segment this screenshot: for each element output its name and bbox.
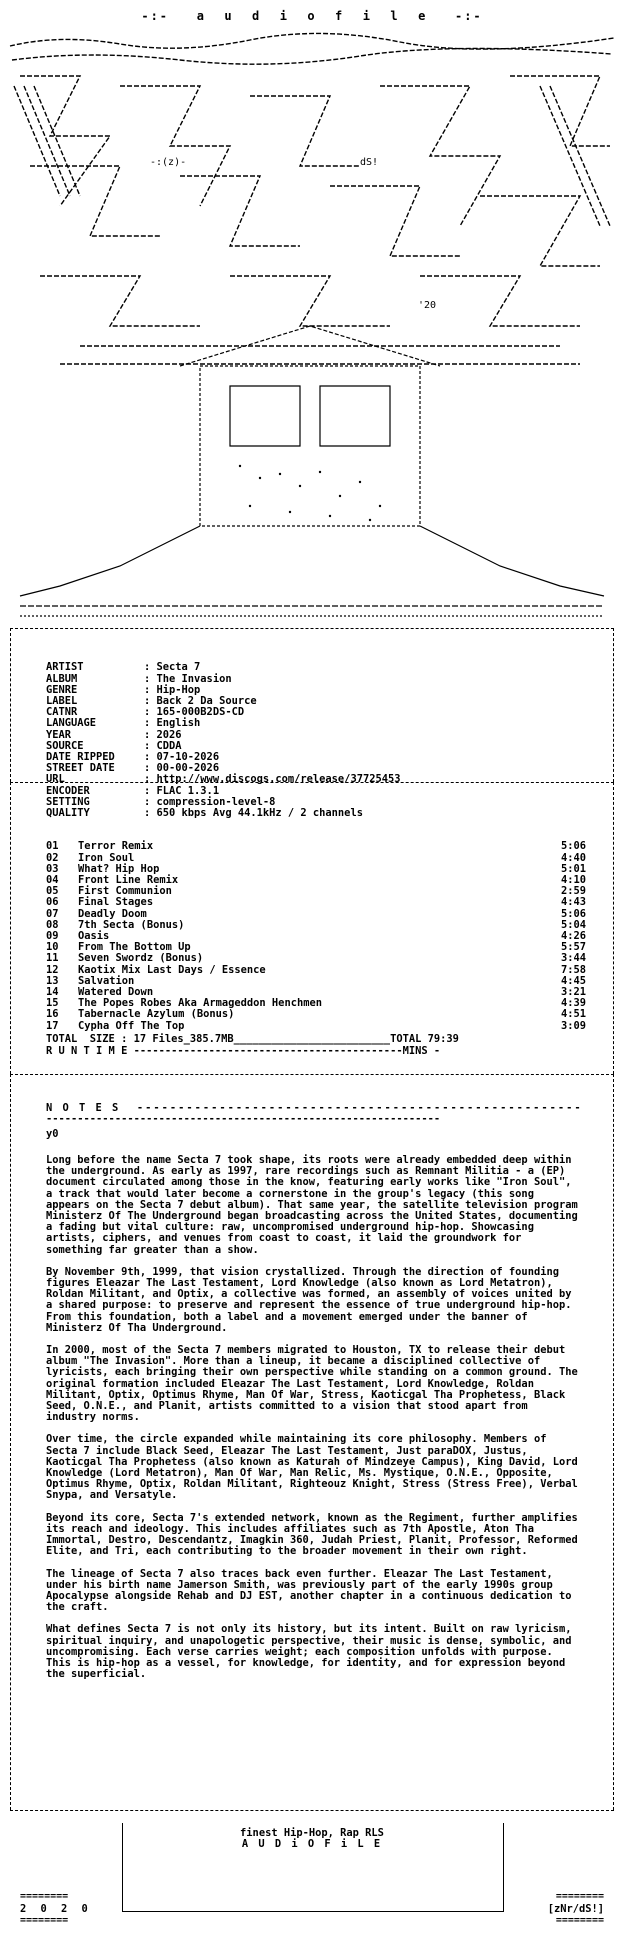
track-duration: 4:10 <box>560 874 586 887</box>
tracklist <box>46 819 586 1054</box>
track-number: 09 <box>46 930 59 943</box>
notes-paragraph: What defines Secta 7 is not only its history, but its intent. Built on raw lyricism, spiritual inquiry, and unapologetic perspective, their music is dense, symbolic, and uncompromising. Each verse carries weight; each composition unfolds with purpose. This is hip-hop as a vessel, for knowledge, for identity, and for expression beyond the superficial. <box>46 1623 572 1681</box>
notes-paragraphs <box>46 1155 580 1680</box>
track-duration: 5:06 <box>560 907 586 920</box>
notes-paragraph: By November 9th, 1999, that vision crystallized. Through the direction of founding figures Eleazar The Last Testament, Lord Knowledge (also known as Lord Metatron), Roldan Militant, and Optix, a collective was formed, an assembly of voices united by a shared purpose: to preserve and represent the essence of true underground hip-hop. From this foundation, both a label and a movement emerged under the banner of Ministerz Of Tha Underground. <box>46 1265 572 1334</box>
footer-eq-right-bottom: ======== <box>555 1915 604 1926</box>
track-duration: 4:45 <box>560 974 586 987</box>
track-title: Tabernacle Azylum (Bonus) <box>78 1008 235 1021</box>
info-value: : English <box>144 717 201 730</box>
track-duration: 2:59 <box>560 885 586 898</box>
info-key: ALBUM <box>46 672 78 685</box>
info-value: : Hip-Hop <box>144 683 201 696</box>
track-number: 04 <box>46 874 59 887</box>
notes-bottom-rule <box>10 1810 614 1811</box>
track-row <box>46 920 586 931</box>
footer-year: 2 0 2 0 <box>20 1903 92 1915</box>
track-duration: 4:26 <box>560 930 586 943</box>
track-number: 11 <box>46 952 59 965</box>
notes-greeting: y0 <box>46 1128 59 1140</box>
info-key: STREET DATE <box>46 762 115 775</box>
track-number: 13 <box>46 974 59 987</box>
track-title: Salvation <box>78 974 135 987</box>
track-number: 15 <box>46 997 59 1010</box>
track-title: Kaotix Mix Last Days / Essence <box>78 963 266 976</box>
info-value: : Secta 7 <box>144 661 201 674</box>
notes-body <box>46 1155 580 1691</box>
footer-eq-right: ======== <box>555 1891 604 1902</box>
track-duration: 5:06 <box>560 840 586 853</box>
track-number: 05 <box>46 885 59 898</box>
track-duration: 3:21 <box>560 986 586 999</box>
info-key: QUALITY <box>46 807 90 820</box>
info-row <box>46 707 586 718</box>
info-row <box>46 752 586 763</box>
track-row <box>46 953 586 964</box>
track-title: Deadly Doom <box>78 907 147 920</box>
track-duration: 5:57 <box>560 941 586 954</box>
track-number: 14 <box>46 986 59 999</box>
info-value: : 07-10-2026 <box>144 751 220 764</box>
art-tag-zeta: -:(z)- <box>150 157 187 168</box>
info-key: LANGUAGE <box>46 717 97 730</box>
track-title: The Popes Robes Aka Armageddon Henchmen <box>78 997 322 1010</box>
footer-eq-left-bottom: ======== <box>20 1915 69 1926</box>
track-title: Front Line Remix <box>78 874 179 887</box>
ascii-art-logo <box>0 26 624 624</box>
track-number: 01 <box>46 840 59 853</box>
info-value: : http://www.discogs.com/release/37725453 <box>144 773 401 786</box>
info-value: : FLAC 1.3.1 <box>144 784 220 797</box>
info-key: URL <box>46 773 65 786</box>
footer-tagline: finest Hip-Hop, Rap RLS <box>240 1827 384 1839</box>
info-key: ARTIST <box>46 661 84 674</box>
track-title: Watered Down <box>78 986 154 999</box>
release-group-title: -:- a u d i o f i l e -:- <box>141 9 483 23</box>
info-key: LABEL <box>46 695 78 708</box>
total-size-line: TOTAL SIZE : 17 Files_385.7MB_________________________TOTAL 79:39 <box>46 1033 459 1045</box>
info-key: YEAR <box>46 728 72 741</box>
track-row <box>46 1009 586 1020</box>
track-title: Seven Swordz (Bonus) <box>78 952 204 965</box>
notes-paragraph: Beyond its core, Secta 7's extended network, known as the Regiment, further amplifies its reach and ideology. This includes affiliates such as 7th Apostle, Aton Tha Immortal, Destro, Descendantz, Imagkin 360, Judah Priest, Planit, Professor, Reformed Elite, and Tri, each contributing to the broader movement in their own right. <box>46 1511 578 1558</box>
footer-eq-left: ======== <box>20 1891 69 1902</box>
track-duration: 3:44 <box>560 952 586 965</box>
info-key: DATE RIPPED <box>46 751 115 764</box>
track-title: First Communion <box>78 885 172 898</box>
track-duration: 4:51 <box>560 1008 586 1021</box>
info-value: : CDDA <box>144 739 182 752</box>
info-value: : The Invasion <box>144 672 232 685</box>
notes-paragraph: Over time, the circle expanded while maintaining its core philosophy. Members of Secta 7 include Black Seed, Eleazar The Last Testament, Just paraDOX, Justus, Kaoticgal Tha Prophetess (also known as Katurah of Mindzeye Campus), King David, Lord Knowledge (Lord Metatron), Man Of War, Man Relic, Ms. Mystique, O.N.E., Opposite, Optimus Rhyme, Optix, Roldan Militant, Righteouz Knight, Stress (Stress Free), Verbal Snypa, and Versatyle. <box>46 1433 578 1502</box>
track-title: Oasis <box>78 930 110 943</box>
tracklist-rows <box>46 841 586 1031</box>
track-title: Iron Soul <box>78 851 135 864</box>
notes-sub-rule: --------------------------------------------------------------- <box>46 1113 441 1125</box>
info-key: SOURCE <box>46 739 84 752</box>
track-number: 17 <box>46 1019 59 1032</box>
track-number: 10 <box>46 941 59 954</box>
notes-paragraph: The lineage of Secta 7 also traces back even further. Eleazar The Last Testament, under his birth name Jamerson Smith, was previously part of the early 1990s group Apocalypse alongside Rehab and DJ EST, another chapter in a continuous dedication to the craft. <box>46 1567 572 1614</box>
track-duration: 3:09 <box>560 1019 586 1032</box>
track-row <box>46 841 586 852</box>
info-value: : 165-000B2DS-CD <box>144 706 245 719</box>
info-key: ENCODER <box>46 784 90 797</box>
track-title: Cypha Off The Top <box>78 1019 185 1032</box>
info-value: : 00-00-2026 <box>144 762 220 775</box>
track-title: What? Hip Hop <box>78 862 160 875</box>
info-key: CATNR <box>46 706 78 719</box>
info-row <box>46 730 586 741</box>
track-duration: 4:39 <box>560 997 586 1010</box>
track-number: 02 <box>46 851 59 864</box>
footer-group-name: A U D i O F i L E <box>241 1838 383 1850</box>
info-row <box>46 662 586 673</box>
notes-paragraph: Long before the name Secta 7 took shape, its roots were already embedded deep within the underground. As early as 1997, rare recordings such as Remnant Militia - a (EP) document circulated among those in the know, featuring early works like "Iron Soul", a track that would later become a cornerstone in the group's legacy (this song appears on the Secta 7 debut album). That same year, the satellite television program Ministerz Of The Underground began broadcasting across the United States, documenting a fading but vital culture: raw, uncompromised underground hip-hop. Showcasing artists, ciphers, and venues from coast to coast, it laid the groundwork for something far greater than a show. <box>46 1154 578 1256</box>
info-row <box>46 718 586 729</box>
track-title: 7th Secta (Bonus) <box>78 918 185 931</box>
track-row <box>46 897 586 908</box>
info-row <box>46 741 586 752</box>
info-value: : compression-level-8 <box>144 795 276 808</box>
info-value: : 2026 <box>144 728 182 741</box>
track-number: 12 <box>46 963 59 976</box>
footer-group-tag: [zNr/dS!] <box>547 1903 604 1915</box>
track-row <box>46 1021 586 1032</box>
track-duration: 5:04 <box>560 918 586 931</box>
track-number: 07 <box>46 907 59 920</box>
track-duration: 7:58 <box>560 963 586 976</box>
track-title: From The Bottom Up <box>78 941 191 954</box>
info-value: : Back 2 Da Source <box>144 695 257 708</box>
track-duration: 5:01 <box>560 862 586 875</box>
info-key: SETTING <box>46 795 90 808</box>
track-title: Final Stages <box>78 896 154 909</box>
info-key: GENRE <box>46 683 78 696</box>
info-value: : 650 kbps Avg 44.1kHz / 2 channels <box>144 807 363 820</box>
track-number: 16 <box>46 1008 59 1021</box>
track-number: 03 <box>46 862 59 875</box>
art-year-small: '20 <box>418 300 437 311</box>
track-number: 08 <box>46 918 59 931</box>
ascii-art-drawing <box>0 26 624 624</box>
info-row <box>46 674 586 685</box>
track-duration: 4:43 <box>560 896 586 909</box>
track-title: Terror Remix <box>78 840 154 853</box>
info-row <box>46 685 586 696</box>
info-row <box>46 696 586 707</box>
track-number: 06 <box>46 896 59 909</box>
notes-heading: N O T E S ------------------------------------------------------ <box>46 1102 583 1114</box>
runtime-line: R U N T I M E -------------------------------------------MINS - <box>46 1045 441 1057</box>
art-tag-ds: dS! <box>360 157 379 168</box>
notes-paragraph: In 2000, most of the Secta 7 members migrated to Houston, TX to release their debut album "The Invasion". More than a lineup, it became a disciplined collective of lyricists, each bringing their own perspective while standing on a common ground. The original formation included Eleazar The Last Testament, Lord Knowledge, Roldan Militant, Optix, Optimus Rhyme, Man Of War, Stress, Kaoticgal Tha Prophetess, Black Seed, O.N.E., and Planit, artists committed to a vision that stood apart from industry norms. <box>46 1344 578 1424</box>
track-duration: 4:40 <box>560 851 586 864</box>
